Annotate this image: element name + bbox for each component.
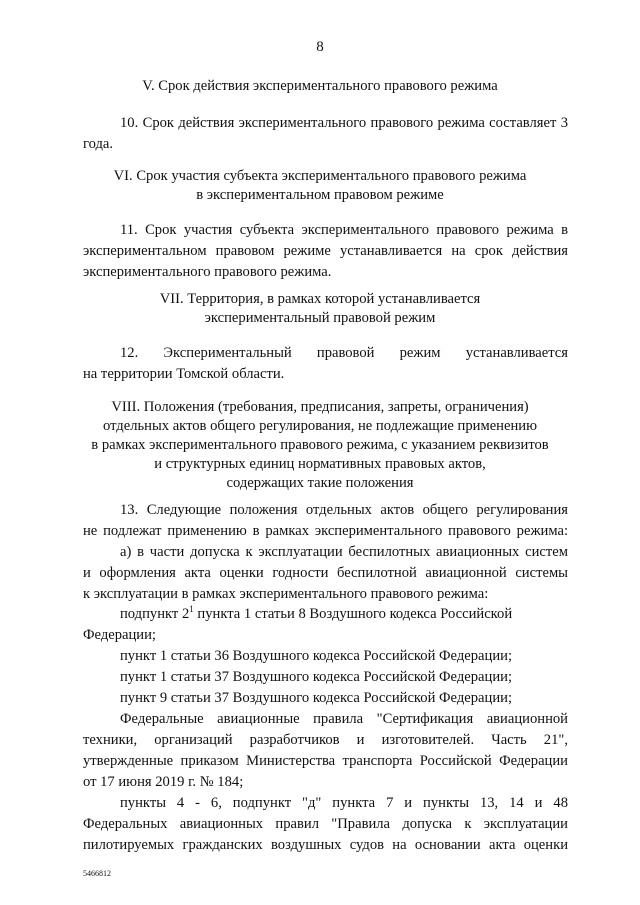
- list-item-2: пункт 1 статьи 36 Воздушного кодекса Российской Федерации;: [120, 648, 512, 664]
- list-item-1: [120, 604, 568, 625]
- list-item-1-superscript: 1: [189, 604, 194, 614]
- list-item-6-line2: Федеральных авиационных правил "Правила допуска к эксплуатации: [83, 816, 568, 832]
- list-item-6-line3: пилотируемых гражданских воздушных судов на основании акта оценки: [83, 837, 568, 853]
- paragraph-11: 11. Срок участия субъекта экспериментального правового режима в экспериментальном правовом режиме устанавливается на срок действия экспериментального правового режима.: [83, 222, 568, 280]
- paragraph-13-line1: 13. Следующие положения отдельных актов общего регулирования: [120, 502, 568, 518]
- paragraph-10: 10. Срок действия экспериментального правового режима составляет 3 года.: [83, 115, 568, 152]
- list-item-6-line1: пункты 4 - 6, подпункт "д" пункта 7 и пункты 13, 14 и 48: [120, 795, 568, 811]
- section-viii-heading-line4: и структурных единиц нормативных правовых актов,: [154, 456, 486, 472]
- section-viii-heading-line2: отдельных актов общего регулирования, не подлежащие применению: [103, 418, 537, 434]
- document-code: 5466812: [83, 869, 111, 878]
- list-item-1-pre: подпункт 2: [120, 606, 190, 622]
- section-viii-heading-line5: содержащих такие положения: [226, 475, 414, 491]
- list-item-3: пункт 1 статьи 37 Воздушного кодекса Российской Федерации;: [120, 669, 512, 685]
- paragraph-13-line2: не подлежат применению в рамках экспериментального правового режима:: [83, 523, 568, 539]
- paragraph-13a-line1: а) в части допуска к эксплуатации беспилотных авиационных систем: [120, 544, 568, 560]
- paragraph-13a-line3: к эксплуатации в рамках экспериментального правового режима:: [83, 586, 489, 602]
- section-viii-heading-line3: в рамках экспериментального правового режима, с указанием реквизитов: [91, 437, 549, 453]
- list-item-5-line2: техники, организаций разработчиков и изготовителей. Часть 21",: [83, 732, 568, 748]
- list-item-1-post: пункта 1 статьи 8 Воздушного кодекса Российской: [193, 606, 513, 622]
- list-item-1-continuation: Федерации;: [83, 627, 156, 643]
- section-v-heading: V. Срок действия экспериментального правового режима: [142, 78, 498, 94]
- section-viii-heading-line1: VIII. Положения (требования, предписания, запреты, ограничения): [111, 399, 529, 415]
- list-item-5-line3: утвержденные приказом Министерства транспорта Российской Федерации: [83, 753, 568, 769]
- page-number: 8: [316, 39, 324, 55]
- paragraph-12-line2: на территории Томской области.: [83, 366, 285, 382]
- section-vi-heading-line1: VI. Срок участия субъекта экспериментального правового режима: [113, 168, 527, 184]
- paragraph-12-line1: 12. Экспериментальный правовой режим устанавливается: [120, 345, 568, 361]
- paragraph-13a-line2: и оформления акта оценки годности беспилотной авиационной системы: [83, 565, 568, 581]
- list-item-5-line4: от 17 июня 2019 г. № 184;: [83, 774, 244, 790]
- section-vi-heading-line2: в экспериментальном правовом режиме: [196, 187, 444, 203]
- section-vii-heading-line2: экспериментальный правовой режим: [204, 310, 436, 326]
- section-vii-heading-line1: VII. Территория, в рамках которой устанавливается: [159, 291, 481, 307]
- list-item-5-line1: Федеральные авиационные правила "Сертификация авиационной: [120, 711, 568, 727]
- list-item-4: пункт 9 статьи 37 Воздушного кодекса Российской Федерации;: [120, 690, 512, 706]
